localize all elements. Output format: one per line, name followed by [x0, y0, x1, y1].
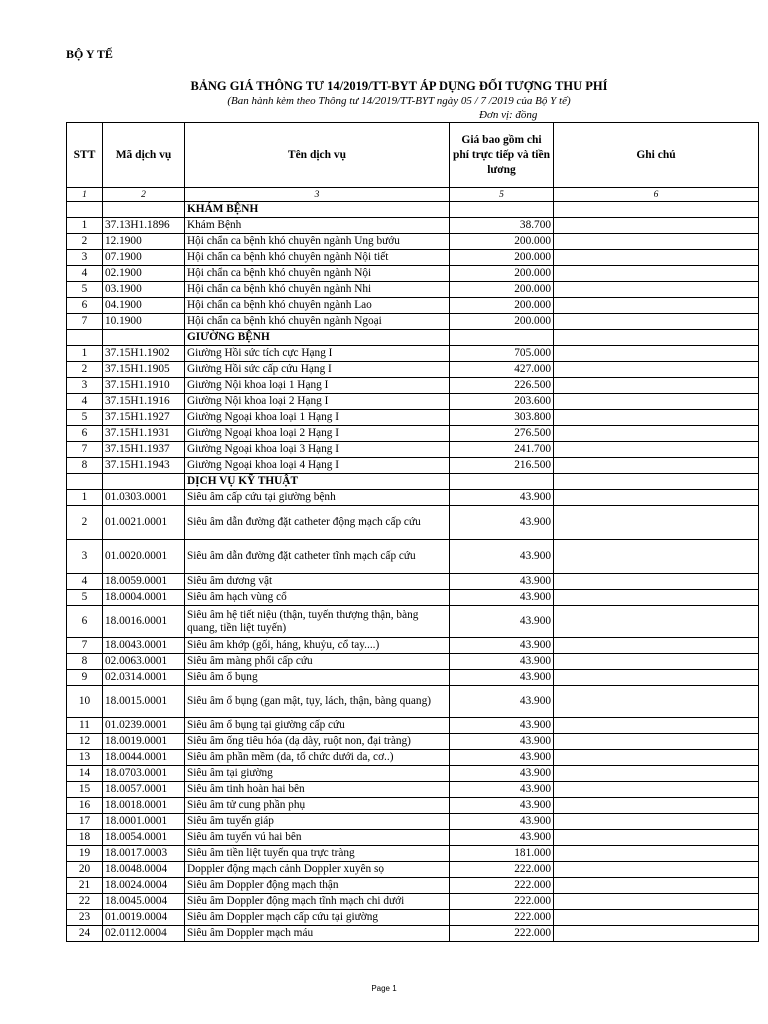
row-stt: 10 — [67, 686, 103, 718]
column-header-price: Giá bao gồm chi phí trực tiếp và tiền lương — [450, 123, 554, 188]
table-row — [67, 718, 759, 734]
row-price: 43.900 — [450, 734, 554, 750]
row-service-name: Siêu âm ổ bụng (gan mật, tụy, lách, thận, bàng quang) — [185, 686, 450, 718]
row-stt: 24 — [67, 926, 103, 942]
table-row — [67, 638, 759, 654]
row-price: 43.900 — [450, 490, 554, 506]
currency-unit-note: Đơn vị: đồng — [479, 109, 538, 121]
row-code: 04.1900 — [103, 298, 185, 314]
row-code: 18.0018.0001 — [103, 798, 185, 814]
table-row — [67, 506, 759, 540]
row-code: 01.0021.0001 — [103, 506, 185, 540]
row-code: 02.0314.0001 — [103, 670, 185, 686]
organization-name: BỘ Y TẾ — [66, 47, 113, 61]
table-row — [67, 846, 759, 862]
row-price: 43.900 — [450, 654, 554, 670]
row-stt: 5 — [67, 590, 103, 606]
row-service-name: Siêu âm cấp cứu tại giường bệnh — [185, 490, 450, 506]
row-code: 01.0303.0001 — [103, 490, 185, 506]
row-code: 37.15H1.1902 — [103, 346, 185, 362]
table-row — [67, 540, 759, 574]
row-price: 216.500 — [450, 458, 554, 474]
row-note — [554, 926, 759, 942]
row-note — [554, 426, 759, 442]
row-stt: 7 — [67, 638, 103, 654]
row-note — [554, 540, 759, 574]
row-service-name: Siêu âm tử cung phần phụ — [185, 798, 450, 814]
row-stt: 3 — [67, 378, 103, 394]
row-price: 226.500 — [450, 378, 554, 394]
row-service-name: Siêu âm khớp (gối, háng, khuỷu, cổ tay....) — [185, 638, 450, 654]
row-code: 01.0239.0001 — [103, 718, 185, 734]
row-stt: 3 — [67, 540, 103, 574]
row-code: 01.0020.0001 — [103, 540, 185, 574]
row-code: 18.0048.0004 — [103, 862, 185, 878]
row-code: 18.0016.0001 — [103, 606, 185, 638]
row-stt: 22 — [67, 894, 103, 910]
table-header-row — [67, 123, 759, 188]
column-header-stt: STT — [67, 123, 103, 188]
row-note — [554, 718, 759, 734]
row-service-name: Hội chẩn ca bệnh khó chuyên ngành Ung bướu — [185, 234, 450, 250]
row-price: 43.900 — [450, 718, 554, 734]
row-note — [554, 654, 759, 670]
row-price: 43.900 — [450, 638, 554, 654]
row-code: 03.1900 — [103, 282, 185, 298]
row-code: 18.0015.0001 — [103, 686, 185, 718]
column-number: 3 — [185, 188, 450, 202]
row-price: 181.000 — [450, 846, 554, 862]
table-row — [67, 878, 759, 894]
row-service-name: Siêu âm ổ bụng — [185, 670, 450, 686]
table-row — [67, 654, 759, 670]
row-stt: 20 — [67, 862, 103, 878]
table-row — [67, 410, 759, 426]
row-stt: 23 — [67, 910, 103, 926]
row-stt: 16 — [67, 798, 103, 814]
row-service-name: Giường Ngoại khoa loại 4 Hạng I — [185, 458, 450, 474]
table-row — [67, 234, 759, 250]
row-note — [554, 362, 759, 378]
row-note — [554, 574, 759, 590]
row-note — [554, 266, 759, 282]
table-row — [67, 910, 759, 926]
row-price: 43.900 — [450, 506, 554, 540]
row-note — [554, 490, 759, 506]
row-note — [554, 766, 759, 782]
row-stt: 13 — [67, 750, 103, 766]
empty-cell — [67, 202, 103, 218]
row-code: 02.1900 — [103, 266, 185, 282]
row-stt: 21 — [67, 878, 103, 894]
row-price: 43.900 — [450, 574, 554, 590]
table-row — [67, 734, 759, 750]
row-note — [554, 506, 759, 540]
row-code: 18.0703.0001 — [103, 766, 185, 782]
row-price: 222.000 — [450, 878, 554, 894]
empty-cell — [103, 474, 185, 490]
row-price: 43.900 — [450, 540, 554, 574]
row-stt: 8 — [67, 458, 103, 474]
table-row — [67, 250, 759, 266]
row-price: 200.000 — [450, 266, 554, 282]
row-stt: 3 — [67, 250, 103, 266]
row-service-name: Hội chẩn ca bệnh khó chuyên ngành Nội — [185, 266, 450, 282]
row-service-name: Siêu âm ống tiêu hóa (dạ dày, ruột non, đại tràng) — [185, 734, 450, 750]
document-title: BẢNG GIÁ THÔNG TƯ 14/2019/TT-BYT ÁP DỤNG ĐỐI TƯỢNG THU PHÍ — [190, 79, 608, 93]
row-stt: 5 — [67, 282, 103, 298]
row-price: 43.900 — [450, 686, 554, 718]
section-title: GIƯỜNG BỆNH — [185, 330, 450, 346]
empty-cell — [450, 330, 554, 346]
row-price: 43.900 — [450, 766, 554, 782]
row-note — [554, 862, 759, 878]
table-row — [67, 830, 759, 846]
table-row — [67, 862, 759, 878]
column-number: 2 — [103, 188, 185, 202]
row-stt: 18 — [67, 830, 103, 846]
row-code: 10.1900 — [103, 314, 185, 330]
document-subtitle: (Ban hành kèm theo Thông tư 14/2019/TT-BYT ngày 05 / 7 /2019 của Bộ Y tế) — [227, 95, 571, 107]
row-price: 200.000 — [450, 298, 554, 314]
row-price: 43.900 — [450, 670, 554, 686]
row-code: 18.0024.0004 — [103, 878, 185, 894]
row-stt: 8 — [67, 654, 103, 670]
row-price: 200.000 — [450, 234, 554, 250]
row-service-name: Giường Ngoại khoa loại 1 Hạng I — [185, 410, 450, 426]
table-row — [67, 590, 759, 606]
row-code: 37.15H1.1943 — [103, 458, 185, 474]
row-stt: 1 — [67, 218, 103, 234]
row-code: 18.0045.0004 — [103, 894, 185, 910]
row-service-name: Siêu âm tuyến giáp — [185, 814, 450, 830]
row-note — [554, 798, 759, 814]
table-row — [67, 814, 759, 830]
row-note — [554, 670, 759, 686]
table-row — [67, 926, 759, 942]
empty-cell — [67, 474, 103, 490]
row-note — [554, 782, 759, 798]
row-price: 43.900 — [450, 750, 554, 766]
row-price: 43.900 — [450, 782, 554, 798]
row-service-name: Doppler động mạch cảnh Doppler xuyên sọ — [185, 862, 450, 878]
table-row — [67, 606, 759, 638]
table-row — [67, 362, 759, 378]
row-service-name: Siêu âm phần mềm (da, tổ chức dưới da, cơ..) — [185, 750, 450, 766]
row-stt: 15 — [67, 782, 103, 798]
row-stt: 1 — [67, 346, 103, 362]
table-row — [67, 686, 759, 718]
row-code: 18.0004.0001 — [103, 590, 185, 606]
row-note — [554, 734, 759, 750]
row-note — [554, 750, 759, 766]
row-stt: 2 — [67, 506, 103, 540]
empty-cell — [554, 330, 759, 346]
empty-cell — [103, 330, 185, 346]
row-stt: 9 — [67, 670, 103, 686]
row-stt: 4 — [67, 266, 103, 282]
row-stt: 19 — [67, 846, 103, 862]
row-note — [554, 378, 759, 394]
empty-cell — [103, 202, 185, 218]
row-note — [554, 218, 759, 234]
table-row — [67, 266, 759, 282]
row-service-name: Siêu âm tuyến vú hai bên — [185, 830, 450, 846]
row-service-name: Giường Hồi sức cấp cứu Hạng I — [185, 362, 450, 378]
row-code: 37.15H1.1927 — [103, 410, 185, 426]
row-code: 37.15H1.1937 — [103, 442, 185, 458]
row-note — [554, 346, 759, 362]
row-stt: 6 — [67, 298, 103, 314]
row-service-name: Hội chẩn ca bệnh khó chuyên ngành Ngoại — [185, 314, 450, 330]
row-note — [554, 282, 759, 298]
row-stt: 6 — [67, 606, 103, 638]
row-service-name: Giường Nội khoa loại 1 Hạng I — [185, 378, 450, 394]
column-number: 6 — [554, 188, 759, 202]
row-service-name: Siêu âm Doppler mạch máu — [185, 926, 450, 942]
row-service-name: Siêu âm dẫn đường đặt catheter tĩnh mạch cấp cứu — [185, 540, 450, 574]
column-number: 5 — [450, 188, 554, 202]
table-row — [67, 670, 759, 686]
table-row — [67, 298, 759, 314]
column-header-name: Tên dịch vụ — [185, 123, 450, 188]
column-number-row — [67, 188, 759, 202]
row-service-name: Siêu âm tinh hoàn hai bên — [185, 782, 450, 798]
row-code: 01.0019.0004 — [103, 910, 185, 926]
row-price: 222.000 — [450, 910, 554, 926]
row-stt: 6 — [67, 426, 103, 442]
row-service-name: Giường Nội khoa loại 2 Hạng I — [185, 394, 450, 410]
row-note — [554, 830, 759, 846]
row-price: 200.000 — [450, 314, 554, 330]
row-stt: 2 — [67, 234, 103, 250]
row-code: 18.0001.0001 — [103, 814, 185, 830]
row-note — [554, 878, 759, 894]
column-header-note: Ghi chú — [554, 123, 759, 188]
row-note — [554, 458, 759, 474]
row-price: 43.900 — [450, 590, 554, 606]
row-note — [554, 638, 759, 654]
row-price: 427.000 — [450, 362, 554, 378]
table-row — [67, 798, 759, 814]
row-price: 276.500 — [450, 426, 554, 442]
table-row — [67, 218, 759, 234]
table-row — [67, 458, 759, 474]
row-stt: 2 — [67, 362, 103, 378]
row-service-name: Hội chẩn ca bệnh khó chuyên ngành Nội tiết — [185, 250, 450, 266]
row-service-name: Siêu âm Doppler động mạch thận — [185, 878, 450, 894]
row-stt: 17 — [67, 814, 103, 830]
row-price: 705.000 — [450, 346, 554, 362]
table-row — [67, 346, 759, 362]
row-stt: 7 — [67, 314, 103, 330]
row-note — [554, 606, 759, 638]
row-service-name: Hội chẩn ca bệnh khó chuyên ngành Nhi — [185, 282, 450, 298]
row-code: 07.1900 — [103, 250, 185, 266]
row-note — [554, 314, 759, 330]
row-stt: 7 — [67, 442, 103, 458]
row-price: 43.900 — [450, 606, 554, 638]
row-code: 18.0044.0001 — [103, 750, 185, 766]
empty-cell — [554, 202, 759, 218]
row-price: 241.700 — [450, 442, 554, 458]
empty-cell — [554, 474, 759, 490]
row-note — [554, 590, 759, 606]
section-title: KHÁM BỆNH — [185, 202, 450, 218]
row-code: 02.0063.0001 — [103, 654, 185, 670]
row-note — [554, 394, 759, 410]
table-row — [67, 442, 759, 458]
row-price: 43.900 — [450, 830, 554, 846]
table-row — [67, 426, 759, 442]
empty-cell — [67, 330, 103, 346]
row-stt: 11 — [67, 718, 103, 734]
empty-cell — [450, 474, 554, 490]
row-price: 43.900 — [450, 814, 554, 830]
row-price: 43.900 — [450, 798, 554, 814]
row-service-name: Khám Bệnh — [185, 218, 450, 234]
table-row — [67, 282, 759, 298]
row-code: 18.0057.0001 — [103, 782, 185, 798]
row-service-name: Siêu âm Doppler mạch cấp cứu tại giường — [185, 910, 450, 926]
row-code: 02.0112.0004 — [103, 926, 185, 942]
table-row — [67, 782, 759, 798]
row-price: 200.000 — [450, 282, 554, 298]
row-note — [554, 894, 759, 910]
row-price: 200.000 — [450, 250, 554, 266]
row-code: 37.15H1.1910 — [103, 378, 185, 394]
row-stt: 1 — [67, 490, 103, 506]
row-price: 38.700 — [450, 218, 554, 234]
row-stt: 4 — [67, 574, 103, 590]
row-price: 222.000 — [450, 926, 554, 942]
section-header-row — [67, 474, 759, 490]
row-code: 18.0043.0001 — [103, 638, 185, 654]
table-row — [67, 490, 759, 506]
row-stt: 14 — [67, 766, 103, 782]
table-row — [67, 894, 759, 910]
row-service-name: Siêu âm tiền liệt tuyến qua trực tràng — [185, 846, 450, 862]
row-stt: 5 — [67, 410, 103, 426]
price-table — [66, 122, 759, 942]
row-code: 37.15H1.1905 — [103, 362, 185, 378]
column-number: 1 — [67, 188, 103, 202]
row-note — [554, 814, 759, 830]
column-header-code: Mã dịch vụ — [103, 123, 185, 188]
row-note — [554, 686, 759, 718]
row-price: 303.800 — [450, 410, 554, 426]
row-code: 18.0059.0001 — [103, 574, 185, 590]
row-service-name: Siêu âm hạch vùng cổ — [185, 590, 450, 606]
row-service-name: Giường Ngoại khoa loại 2 Hạng I — [185, 426, 450, 442]
table-body — [67, 202, 759, 942]
row-service-name: Siêu âm dẫn đường đặt catheter động mạch cấp cứu — [185, 506, 450, 540]
row-price: 203.600 — [450, 394, 554, 410]
empty-cell — [450, 202, 554, 218]
row-service-name: Siêu âm tại giường — [185, 766, 450, 782]
row-note — [554, 250, 759, 266]
section-header-row — [67, 330, 759, 346]
row-price: 222.000 — [450, 862, 554, 878]
row-service-name: Giường Ngoại khoa loại 3 Hạng I — [185, 442, 450, 458]
row-service-name: Siêu âm màng phổi cấp cứu — [185, 654, 450, 670]
row-service-name: Siêu âm hệ tiết niệu (thận, tuyến thượng thận, bàng quang, tiền liệt tuyến) — [185, 606, 450, 638]
row-code: 37.15H1.1931 — [103, 426, 185, 442]
row-service-name: Siêu âm Doppler động mạch tĩnh mạch chi dưới — [185, 894, 450, 910]
row-code: 18.0019.0001 — [103, 734, 185, 750]
row-code: 18.0017.0003 — [103, 846, 185, 862]
section-header-row — [67, 202, 759, 218]
table-row — [67, 314, 759, 330]
row-stt: 12 — [67, 734, 103, 750]
row-note — [554, 298, 759, 314]
table-row — [67, 750, 759, 766]
row-service-name: Siêu âm dương vật — [185, 574, 450, 590]
table-row — [67, 378, 759, 394]
row-code: 12.1900 — [103, 234, 185, 250]
row-note — [554, 410, 759, 426]
row-note — [554, 910, 759, 926]
table-row — [67, 574, 759, 590]
table-row — [67, 394, 759, 410]
row-code: 18.0054.0001 — [103, 830, 185, 846]
section-title: DỊCH VỤ KỸ THUẬT — [185, 474, 450, 490]
row-code: 37.15H1.1916 — [103, 394, 185, 410]
row-service-name: Hội chẩn ca bệnh khó chuyên ngành Lao — [185, 298, 450, 314]
row-service-name: Giường Hồi sức tích cực Hạng I — [185, 346, 450, 362]
row-note — [554, 846, 759, 862]
table-row — [67, 766, 759, 782]
row-price: 222.000 — [450, 894, 554, 910]
row-stt: 4 — [67, 394, 103, 410]
page-number: Page 1 — [371, 984, 397, 993]
row-service-name: Siêu âm ổ bụng tại giường cấp cứu — [185, 718, 450, 734]
row-note — [554, 234, 759, 250]
row-code: 37.13H1.1896 — [103, 218, 185, 234]
row-note — [554, 442, 759, 458]
